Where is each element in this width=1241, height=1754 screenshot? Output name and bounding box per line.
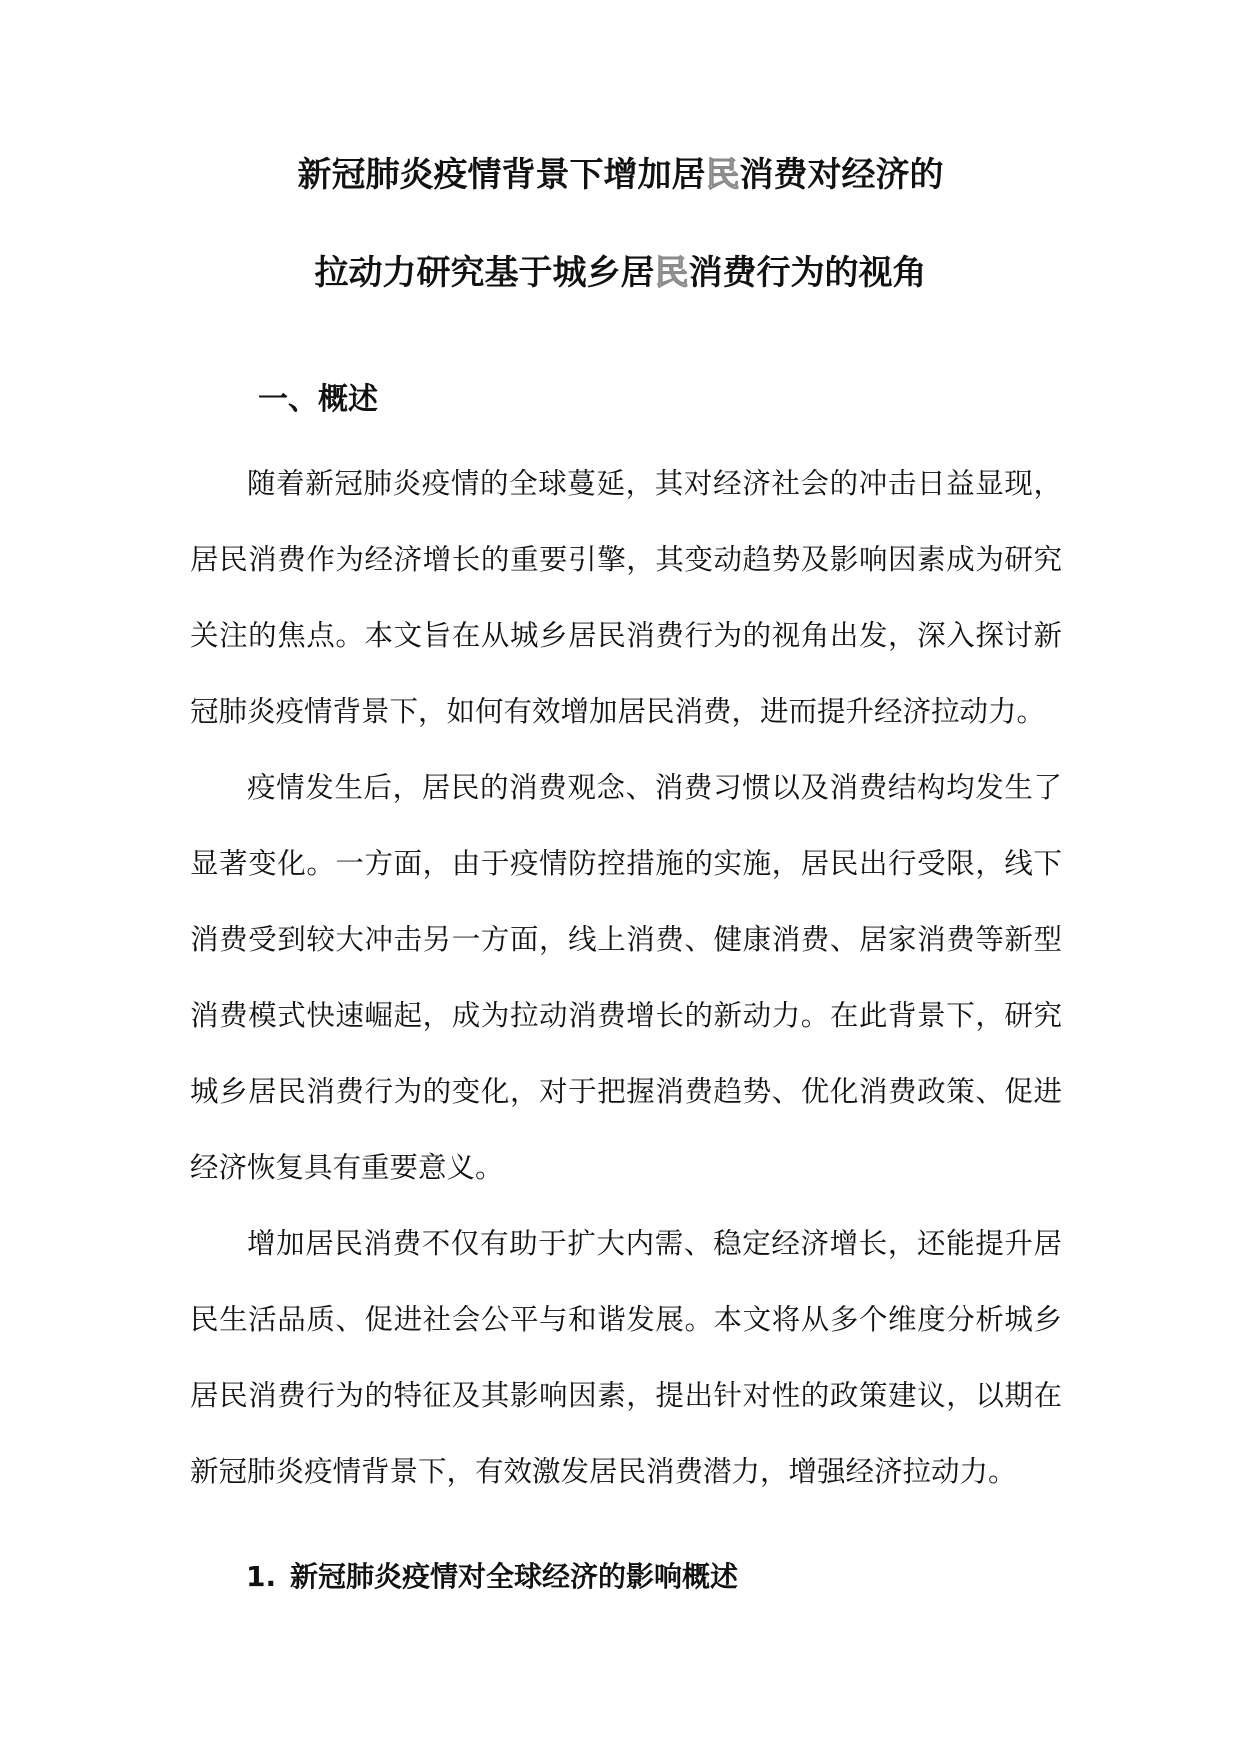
document-title-line-2: [150, 251, 1091, 295]
body-paragraph: 疫情发生后，居民的消费观念、消费习惯以及消费结构均发生了显著变化。一方面，由于疫情防控措施的实施，居民出行受限，线下消费受到较大冲击另一方面，线上消费、健康消费、居家消费等新型消费模式快速崛起，成为拉动消费增长的新动力。在此背景下，研究城乡居民消费行为的变化，对于把握消费趋势、优化消费政策、促进经济恢复具有重要意义。: [190, 771, 1062, 1184]
title-highlighted-char: 民: [705, 155, 740, 195]
title-text: 消费行为的视角: [688, 253, 927, 293]
document-title-line-1: [150, 153, 1091, 197]
title-text: 拉动力研究基于城乡居: [314, 253, 655, 293]
title-text: 消费对经济的: [739, 155, 944, 195]
title-text: 新冠肺炎疫情背景下增加居: [297, 155, 706, 195]
body-paragraph: 随着新冠肺炎疫情的全球蔓延，其对经济社会的冲击日益显现，居民消费作为经济增长的重要引擎，其变动趋势及影响因素成为研究关注的焦点。本文旨在从城乡居民消费行为的视角出发，深入探讨新冠肺炎疫情背景下，如何有效增加居民消费，进而提升经济拉动力。: [190, 467, 1062, 728]
subsection-number: 1.: [246, 1560, 277, 1593]
section-heading: 一、概述: [258, 382, 378, 417]
title-highlighted-char: 民: [654, 253, 689, 293]
body-paragraph: 增加居民消费不仅有助于扩大内需、稳定经济增长，还能提升居民生活品质、促进社会公平与和谐发展。本文将从多个维度分析城乡居民消费行为的特征及其影响因素，提出针对性的政策建议，以期在新冠肺炎疫情背景下，有效激发居民消费潜力，增强经济拉动力。: [190, 1227, 1062, 1488]
subsection-title: 新冠肺炎疫情对全球经济的影响概述: [290, 1560, 739, 1593]
subsection-heading: [246, 1558, 738, 1596]
